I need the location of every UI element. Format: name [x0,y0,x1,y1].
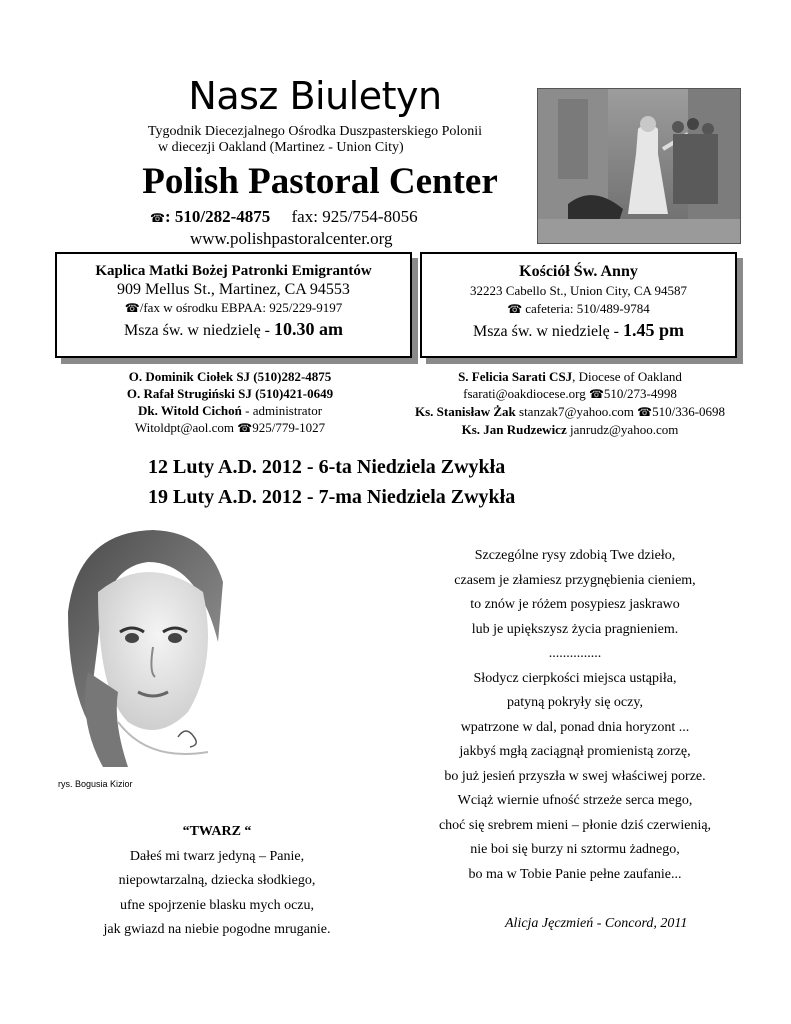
bulletin-title: Nasz Biuletyn [188,74,442,118]
contact-sister-name: S. Felicia Sarati CSJ [458,369,573,384]
poem-title: “TWARZ “ [182,824,252,839]
poem-right-line: nie boi się burzy ni sztormu żadnego, [470,842,680,857]
date-line-1: 12 Luty A.D. 2012 - 6-ta Niedziela Zwykła [148,456,506,478]
sunday-dates [148,452,668,512]
chapel-fax: /fax w ośrodku EBPAA: 925/229-9197 [139,300,343,315]
church-info-box [420,252,737,358]
poem-right-line: to znów je różem posypiesz jaskrawo [470,597,680,612]
telephone-icon: ☎ [507,302,526,316]
contacts-left [60,368,400,437]
subtitle-line-1: Tygodnik Diecezjalnego Ośrodka Duszpasterskiego Polonii [147,124,483,139]
poem-right-line: Wciąż wiernie ufność strzeże serca mego, [457,793,693,808]
date-line-2: 19 Luty A.D. 2012 - 7-ma Niedziela Zwykła [148,486,516,508]
poem-left-line: Dałeś mi twarz jedyną – Panie, [129,848,305,864]
poem-right-line: bo ma w Tobie Panie pełne zaufanie... [468,866,682,882]
contact-priest-zak-phone: 510/336-0698 [652,404,726,419]
contact-priest-1: O. Dominik Ciołek SJ (510)282-4875 [128,369,332,384]
poem-twarz [62,820,372,943]
contact-priest-rudzewicz-email[interactable]: janrudz@yahoo.com [566,422,679,437]
subtitle-line-2: w diecezji Oakland (Martinez - Union City) [158,140,404,155]
church-mass-time: 1.45 pm [623,320,685,340]
website-link[interactable]: www.polishpastoralcenter.org [190,229,393,248]
contacts-right [400,368,740,438]
chapel-name: Kaplica Matki Bożej Patronki Emigrantów [95,263,372,279]
contact-priest-zak-email[interactable]: stanzak7@yahoo.com [515,404,638,419]
telephone-icon: ☎ [637,405,653,419]
girl-portrait-drawing [58,522,228,774]
poem-right-line: lub je upiększysz życia pragnieniem. [471,621,679,637]
contact-sister-phone: 510/273-4998 [603,386,677,401]
chapel-mass-time: 10.30 am [274,319,344,339]
center-name: Polish Pastoral Center [142,161,498,202]
chapel-info-box [55,252,412,358]
church-phone: cafeteria: 510/489-9784 [525,301,650,316]
religious-painting-image [537,88,741,244]
poem-right-line: choć się srebrem mieni – płonie dziś czerwienią, [438,817,712,833]
telephone-icon: ☎ [150,211,165,225]
poem-left-line: jak gwiazd na niebie pogodne mruganie. [103,922,331,937]
church-name: Kościół Św. Anny [519,263,638,280]
poem-signature: Alicja Jęczmień - Concord, 2011 [505,916,688,931]
contact-priest-2: O. Rafał Strugiński SJ (510)421-0649 [126,386,334,401]
poem-right-line: Słodycz cierpkości miejsca ustąpiła, [473,670,677,686]
header-phone: 510/282-4875 [174,207,271,226]
contact-sister-email[interactable]: fsarati@oakdiocese.org [463,386,589,401]
poem-right-line: Szczególne rysy zdobią Twe dzieło, [474,548,676,563]
poem-left-line: niepowtarzalną, dziecka słodkiego, [118,873,316,888]
church-address: 32223 Cabello St., Union City, CA 94587 [470,283,687,298]
telephone-icon: ☎ [237,421,253,435]
poem-right-line: czasem je złamiesz przygnębienia cieniem, [454,572,696,588]
poem-left-line: ufne spojrzenie blasku mych oczu, [120,897,314,913]
illustration-caption: rys. Bogusia Kizior [58,779,133,789]
contact-deacon-email[interactable]: Witoldpt@aol.com [134,420,238,435]
poem-right-line: patyną pokryły się oczy, [507,695,643,710]
poem-right-line: wpatrzone w dal, ponad dnia horyzont ... [460,719,690,735]
contact-priest-zak-name: Ks. Stanisław Żak [414,404,516,419]
poem-right-line: bo już jesień przyszła w swej właściwej porze. [444,768,706,784]
contact-deacon-phone: 925/779-1027 [252,420,326,435]
poem-right-line: jakbyś mgłą zaciągnął promienistą zorzę, [459,744,691,759]
contact-sister-role: , Diocese of Oakland [572,369,682,384]
chapel-address: 909 Mellus St., Martinez, CA 94553 [117,281,350,298]
header-fax: fax: 925/754-8056 [291,207,418,226]
contact-deacon-role: - administrator [241,403,323,418]
poem-right-line: ............... [548,646,602,661]
telephone-icon: ☎ [588,387,604,401]
header-contact-line: ☎: 510/282-4875 fax: 925/754-8056 [150,207,418,226]
chapel-mass-label: Msza św. w niedzielę - [123,322,275,339]
telephone-icon: ☎ [124,301,140,315]
contact-deacon-name: Dk. Witold Cichoń [137,403,242,418]
contact-priest-rudzewicz-name: Ks. Jan Rudzewicz [461,422,567,437]
poem-right [395,544,755,887]
church-mass-label: Msza św. w niedzielę - [472,323,623,340]
